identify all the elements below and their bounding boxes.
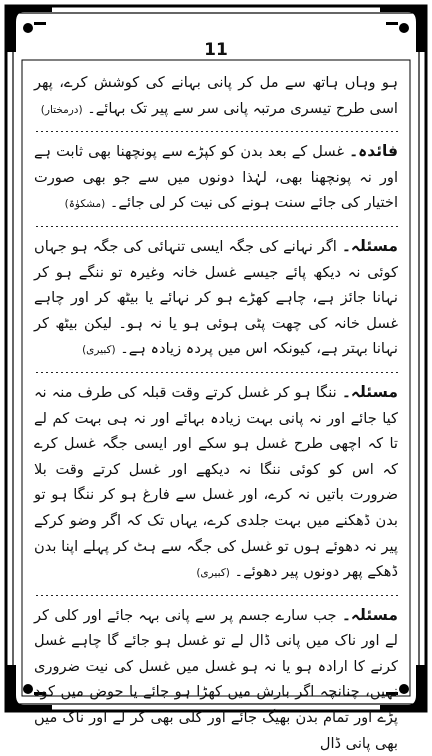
section-divider xyxy=(34,226,398,227)
reference-citation: (کبیری) xyxy=(82,344,116,357)
section-divider xyxy=(34,131,398,132)
paragraph-text: جب سارے جسم پر سے پانی بہہ جائے اور کلی کر لے اور ناک میں پانی ڈال لے تو غسل ہو جائے گا چاہے غسل کرنے کا ارادہ ہو یا نہ ہو غسل میں غسل کی نیت ضروری نہیں، چنانچہ اگر بارش میں کھڑا ہو جائے یا حوض میں کود پڑے اور تمام بدن بھیگ جائے اور کلی بھی کر لے اور ناک میں بھی پانی ڈال xyxy=(34,606,398,752)
section-divider xyxy=(34,595,398,596)
paragraph-text: اگر نہانے کی جگہ ایسی تنہائی کی جگہ ہو جہاں کوئی نہ دیکھ پائے جیسے غسل خانہ وغیرہ تو ننگے ہو کر نہانا جائز ہے، چاہے کھڑے ہو کر نہائے یا بیٹھ کر اور چاہے غسل خانہ کی چھت پٹی ہوئی ہو یا نہ ہو۔ لیکن بیٹھ کر نہانا بہتر ہے، کیونکہ اس میں پردہ زیادہ ہے۔ xyxy=(34,237,398,358)
section-divider xyxy=(34,372,398,373)
paragraph-3 xyxy=(34,234,398,364)
page-body xyxy=(34,70,399,752)
reference-citation: (مشکوٰۃ) xyxy=(64,198,106,211)
reference-citation: (کبیری) xyxy=(196,567,230,580)
page-number: 11 xyxy=(204,40,228,60)
paragraph-text: ہو وہاں ہاتھ سے مل کر پانی بہانے کی کوشش کرے، پھر اسی طرح تیسری مرتبہ پانی سر سے پیر تک بہائے۔ xyxy=(34,74,398,117)
paragraph-label: مسئلہ۔ xyxy=(341,236,399,255)
paragraph-5 xyxy=(34,603,398,756)
paragraph-text: غسل کے بعد بدن کو کپڑے سے پونچھنا بھی ثابت ہے اور نہ پونچھنا بھی، لہٰذا دونوں میں سے جو بھی صورت اختیار کی جائے سنت ہونے کی نیت کر لی جائے۔ xyxy=(34,143,398,212)
paragraph-4 xyxy=(34,380,398,587)
paragraph-1 xyxy=(34,70,398,123)
paragraph-label: مسئلہ۔ xyxy=(341,382,398,401)
reference-citation: (درمختار) xyxy=(40,103,83,116)
paragraph-2 xyxy=(34,139,398,218)
paragraph-label: فائدہ۔ xyxy=(349,142,398,161)
paragraph-label: مسئلہ۔ xyxy=(341,605,399,624)
paragraph-text: ننگا ہو کر غسل کرتے وقت قبلہ کی طرف منہ نہ کیا جائے اور نہ پانی بہت زیادہ بہائے اور نہ ہی بہت کم لے تا کہ اچھی طرح غسل ہو سکے اور ایسی جگہ غسل کرے کہ اس کو کوئی ننگا نہ دیکھے اور غسل کرتے وقت بلا ضرورت باتیں نہ کرے، اور غسل سے فارغ ہو کر ننگا ہو تو بدن ڈھکنے میں بہت جلدی کرے، یہاں تک کہ اگر وضو کرکے پیر نہ دھوئے ہوں تو غسل کی جگہ سے ہٹ کر پہلے اپنا بدن ڈھکے پھر دونوں پیر دھوئے۔ xyxy=(34,383,398,581)
